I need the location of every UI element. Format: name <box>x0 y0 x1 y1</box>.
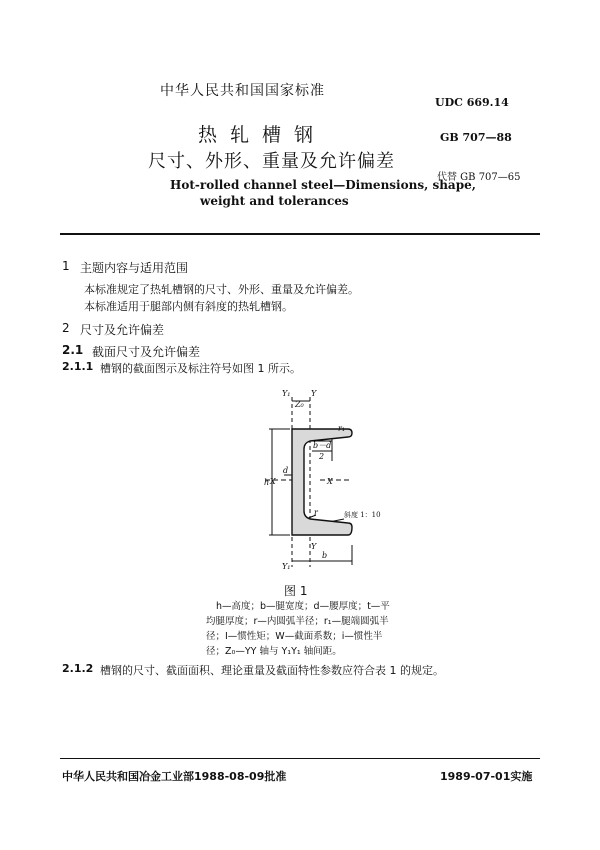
footer-rule <box>60 758 540 759</box>
label-d: d <box>283 466 289 475</box>
label-b-minus-d: b－d <box>313 441 332 450</box>
replaces-note: 代替 GB 707—65 <box>437 172 521 183</box>
section-1-number: 1 <box>62 259 70 273</box>
label-h: h <box>264 478 270 487</box>
section-2-1-1-text: 槽钢的截面图示及标注符号如图 1 所示。 <box>100 362 301 375</box>
label-z0: Z₀ <box>295 400 304 409</box>
section-2-1-2-text: 槽钢的尺寸、截面面积、理论重量及截面特性参数应符合表 1 的规定。 <box>100 664 444 677</box>
implementation-date: 1989-07-01实施 <box>440 770 533 783</box>
label-r1: r₁ <box>338 424 346 433</box>
label-y-bottom: Y <box>311 542 317 551</box>
doc-title-sub: 尺寸、外形、重量及允许偏差 <box>148 151 395 172</box>
section-2-1-1-number: 2.1.1 <box>62 360 94 373</box>
label-y-top: Y <box>311 389 317 398</box>
section-2-title: 尺寸及允许偏差 <box>80 323 165 337</box>
label-y1-top: Y₁ <box>282 389 291 398</box>
gb-number: GB 707—88 <box>440 131 512 144</box>
section-1-paragraph-2: 本标准适用于腿部内侧有斜度的热轧槽钢。 <box>84 300 293 313</box>
label-x-right: X <box>327 477 333 486</box>
label-2: 2 <box>319 452 325 461</box>
english-title-line2: weight and tolerances <box>200 194 349 208</box>
udc-code: UDC 669.14 <box>435 96 509 109</box>
section-1-paragraph-1: 本标准规定了热轧槽钢的尺寸、外形、重量及允许偏差。 <box>84 283 359 296</box>
approval-note: 中华人民共和国冶金工业部1988-08-09批准 <box>62 770 287 783</box>
figure-number: 图 1 <box>284 584 308 598</box>
label-slope: 斜度 1：10 <box>344 511 381 519</box>
figure-caption-line2: 均腿厚度；r—内圆弧半径；r₁—腿端圆弧半 <box>206 616 389 627</box>
section-1-title: 主题内容与适用范围 <box>80 261 189 275</box>
label-y1-bottom: Y₁ <box>282 562 291 571</box>
state-standard-title: 中华人民共和国国家标准 <box>160 83 325 99</box>
doc-title-main: 热轧槽钢 <box>198 124 327 146</box>
header-rule <box>60 233 540 235</box>
section-2-number: 2 <box>62 321 70 335</box>
section-2-1-number: 2.1 <box>62 343 84 357</box>
section-2-1-2-number: 2.1.2 <box>62 662 94 675</box>
label-b: b <box>322 551 328 560</box>
label-x-left: X <box>270 477 276 486</box>
figure-caption-line1: h—高度；b—腿宽度；d—腰厚度；t—平 <box>216 601 390 612</box>
label-r: r <box>314 508 318 517</box>
figure-caption-line3: 径；I—惯性矩；W—截面系数；i—惯性半 <box>206 631 383 642</box>
channel-section-figure <box>240 385 390 580</box>
section-2-1-title: 截面尺寸及允许偏差 <box>92 345 201 359</box>
english-title-line1: Hot-rolled channel steel—Dimensions, shape, <box>170 178 476 192</box>
figure-caption-line4: 径；Z₀—YY 轴与 Y₁Y₁ 轴间距。 <box>206 646 342 657</box>
